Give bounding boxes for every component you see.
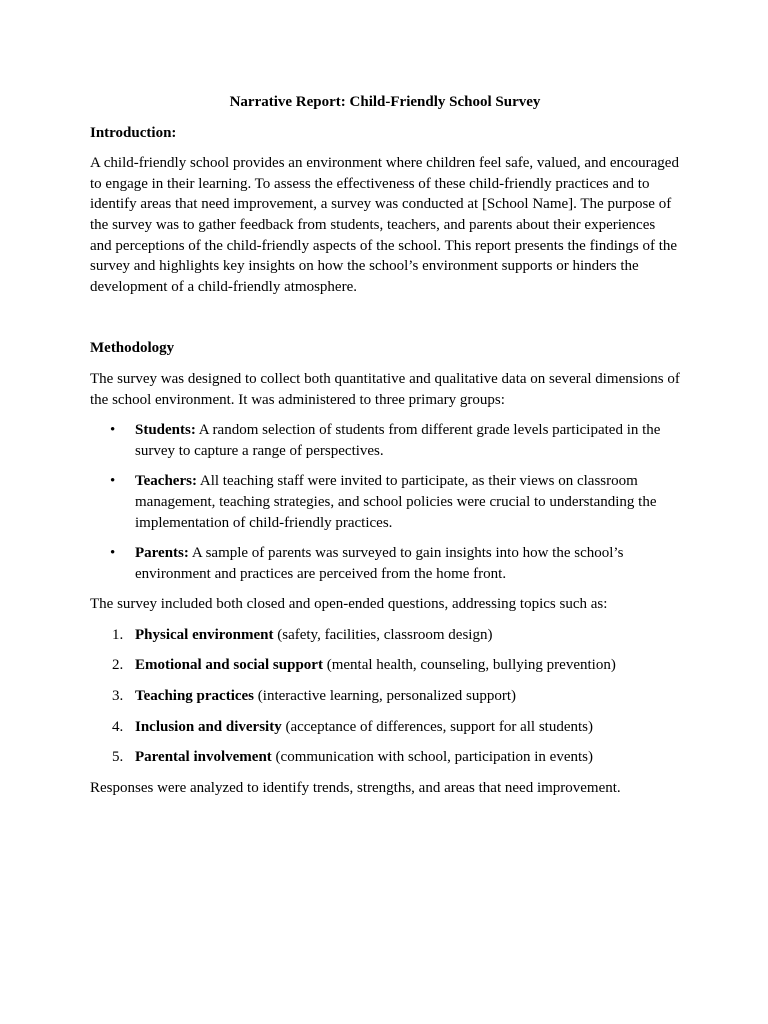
bullet-marker: •: [110, 473, 116, 490]
topic-text: (safety, facilities, classroom design): [273, 626, 493, 643]
list-item: [90, 686, 680, 707]
topic-label: Physical environment: [135, 626, 274, 643]
list-item: [90, 655, 680, 676]
topic-text: (interactive learning, personalized support): [254, 688, 517, 705]
introduction-paragraph: A child-friendly school provides an environment where children feel safe, valued, and encouraged to engage in their learning. To assess the effectiveness of these child-friendly practices and to identify areas that need improvement, a survey was conducted at [School Name]. The purpose of the survey was to gather feedback from students, teachers, and parents about their experiences and perceptions of the child-friendly aspects of the school. This report presents the findings of the survey and highlights key insights on how the school’s environment supports or hinders the development of a child-friendly atmosphere.: [90, 155, 679, 295]
list-item: [90, 471, 680, 533]
topic-label: Emotional and social support: [135, 657, 323, 674]
survey-topics-list: [90, 625, 680, 768]
list-item: [90, 420, 680, 461]
group-label: Teachers:: [135, 473, 197, 490]
document-page: [90, 92, 680, 808]
section-spacer: [90, 307, 680, 338]
document-title: Narrative Report: Child-Friendly School Survey: [229, 94, 541, 110]
introduction-heading: Introduction:: [90, 124, 177, 141]
group-label: Students:: [135, 422, 196, 439]
survey-groups-list: [90, 420, 680, 584]
group-text: All teaching staff were invited to participate, as their views on classroom management, teaching strategies, and school policies were crucial to understanding the implementation of child-friendly practices.: [135, 473, 657, 531]
methodology-closing: Responses were analyzed to identify trends, strengths, and areas that need improvement.: [90, 779, 621, 796]
topic-label: Teaching practices: [135, 688, 255, 705]
number-marker: 1.: [112, 626, 124, 643]
list-item: [90, 747, 680, 768]
bullet-marker: •: [110, 545, 116, 562]
topic-label: Inclusion and diversity: [135, 718, 282, 735]
number-marker: 3.: [112, 688, 124, 705]
topics-intro: The survey included both closed and open-ended questions, addressing topics such as:: [90, 596, 608, 613]
topic-text: (acceptance of differences, support for all students): [281, 718, 593, 735]
methodology-intro: The survey was designed to collect both quantitative and qualitative data on several dimensions of the school environment. It was administered to three primary groups:: [90, 370, 680, 408]
topic-label: Parental involvement: [135, 749, 272, 766]
bullet-marker: •: [110, 422, 116, 439]
number-marker: 4.: [112, 718, 124, 735]
group-label: Parents:: [135, 545, 189, 562]
topic-text: (communication with school, participation in events): [271, 749, 593, 766]
list-item: [90, 717, 680, 738]
number-marker: 2.: [112, 657, 124, 674]
group-text: A sample of parents was surveyed to gain insights into how the school’s environment and practices are perceived from the home front.: [135, 545, 624, 582]
group-text: A random selection of students from different grade levels participated in the survey to capture a range of perspectives.: [135, 422, 661, 459]
list-item: [90, 625, 680, 646]
topic-text: (mental health, counseling, bullying prevention): [322, 657, 616, 674]
list-item: [90, 543, 680, 584]
methodology-heading: Methodology: [90, 340, 175, 357]
number-marker: 5.: [112, 749, 124, 766]
